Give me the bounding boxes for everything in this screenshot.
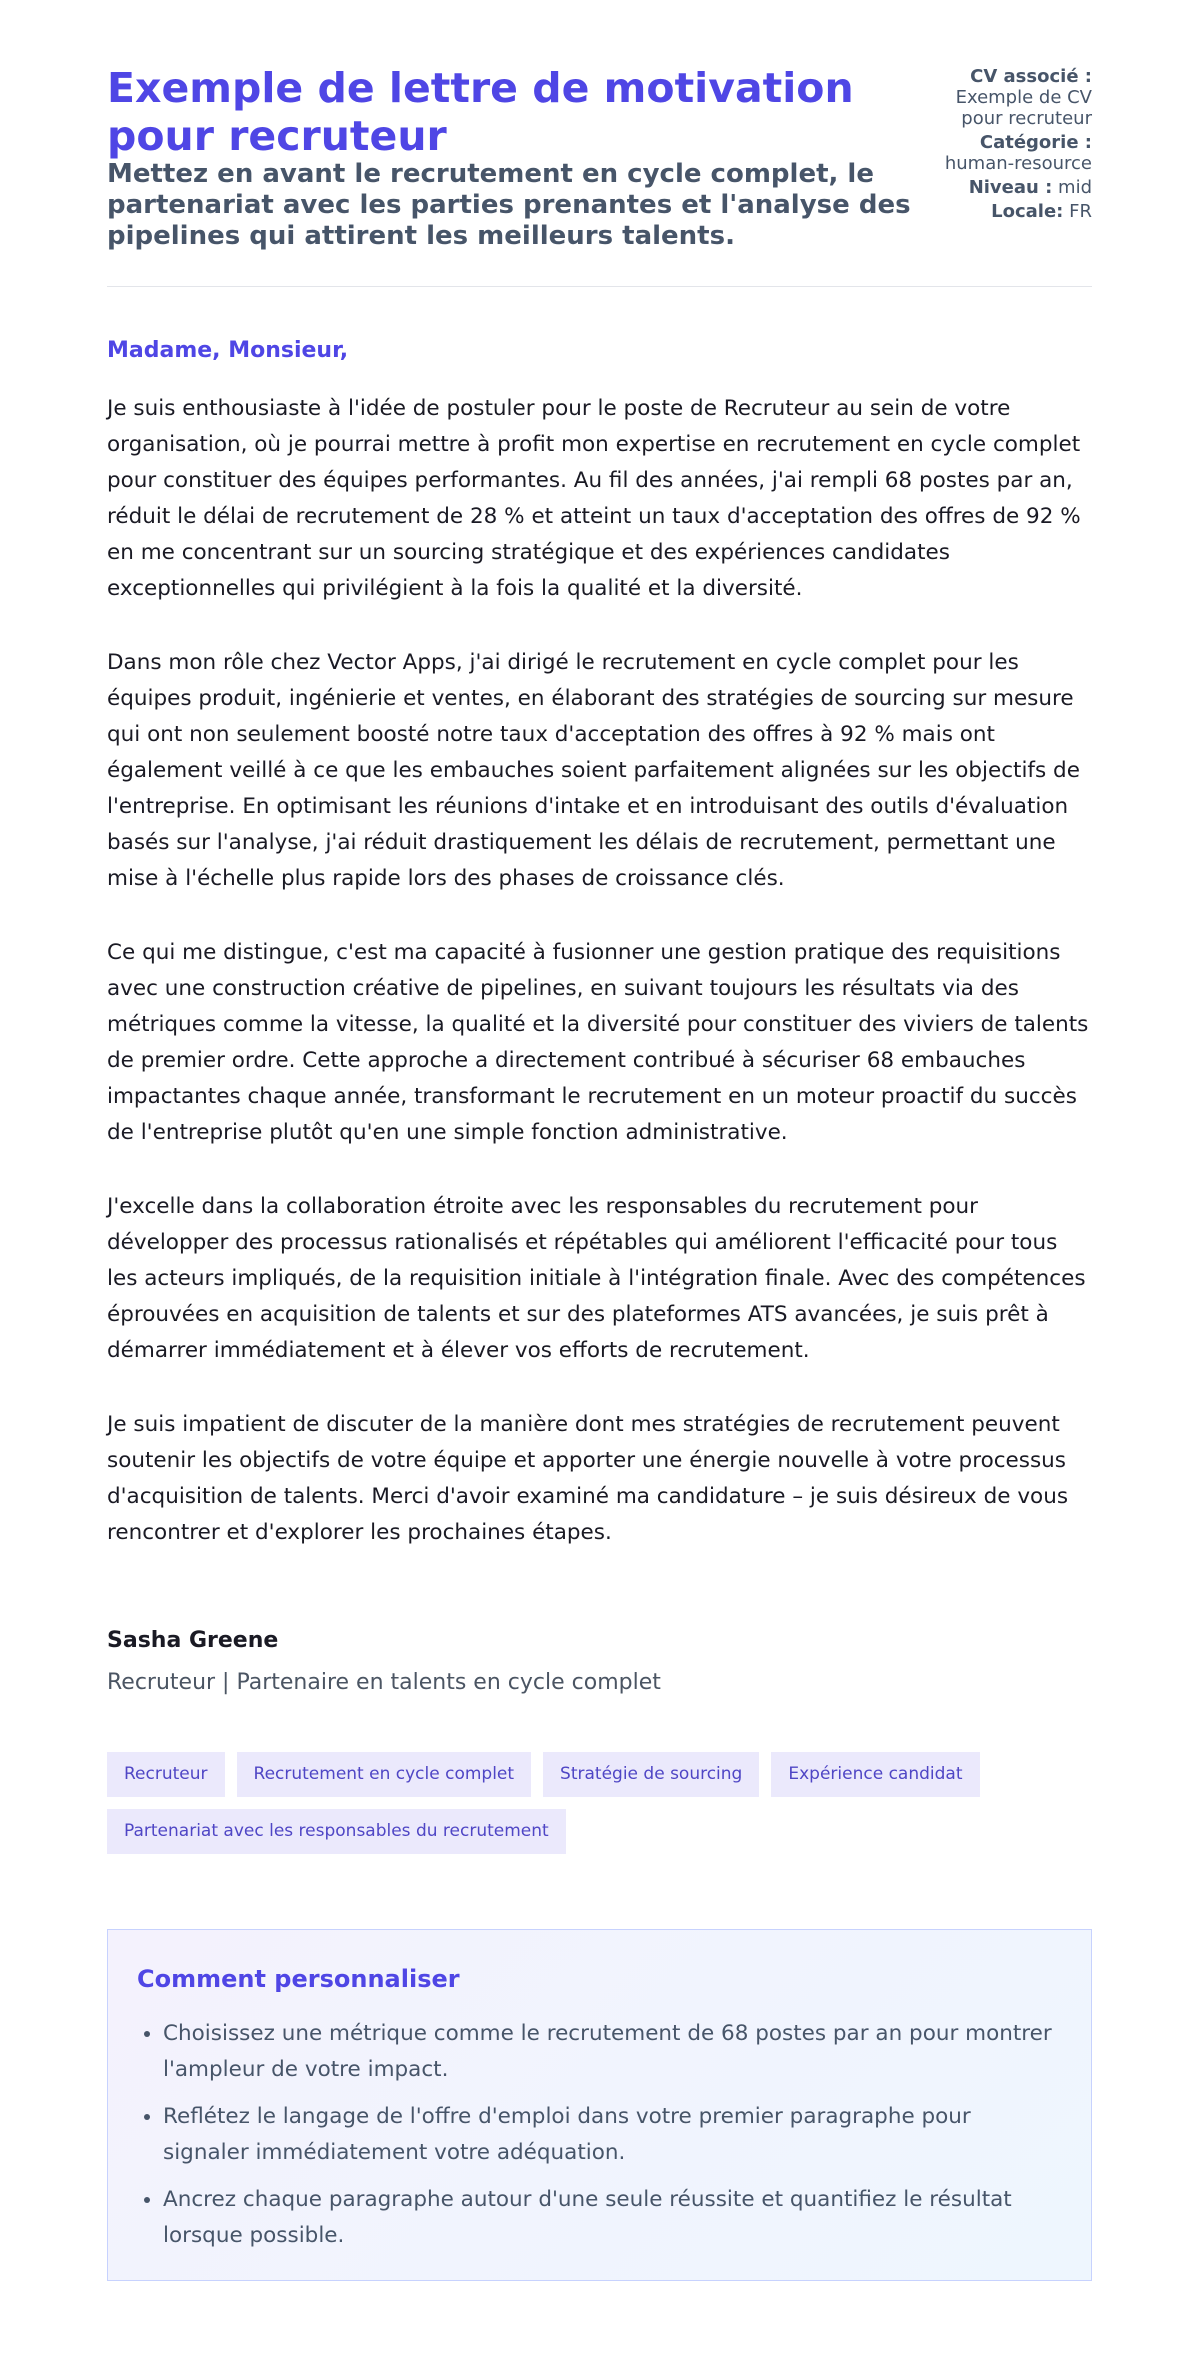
meta-cv-value: Exemple de CV pour recruteur [955, 87, 1092, 129]
tips-list [137, 2016, 1062, 2254]
title-block [107, 64, 927, 252]
tip-item: • Reflétez le langage de l'offre d'emploi dans votre premier paragraphe pour signaler immédiatement votre adéquation. [163, 2099, 1062, 2171]
tip-item: • Ancrez chaque paragraphe autour d'une seule réussite et quantifiez le résultat lorsque possible. [163, 2182, 1062, 2254]
tag: Recruteur [107, 1752, 225, 1797]
tips-title: Comment personnaliser [137, 1965, 460, 1993]
letter-paragraph: Je suis impatient de discuter de la manière dont mes stratégies de recrutement peuvent soutenir les objectifs de votre équipe et apporter une énergie nouvelle à votre processus d'acquisition de talents. Merci d'avoir examiné ma candidature – je suis désireux de vous rencontrer et d'explorer les prochaines étapes. [107, 1412, 1069, 1545]
letter-paragraph: Je suis enthousiaste à l'idée de postuler pour le poste de Recruteur au sein de votre organisation, où je pourrai mettre à profit mon expertise en recrutement en cycle complet pour constituer des équipes performantes. Au fil des années, j'ai rempli 68 postes par an, réduit le délai de recrutement de 28 % et atteint un taux d'acceptation des offres de 92 % en me concentrant sur un sourcing stratégique et des expériences candidates exceptionnelles qui privilégient à la fois la qualité et la diversité. [107, 396, 1081, 601]
page-title: Exemple de lettre de motivation pour recruteur [107, 64, 854, 160]
signature-title: Recruteur | Partenaire en talents en cycle complet [107, 1670, 661, 1695]
meta-locale-label: Locale: [991, 201, 1064, 222]
signature-name: Sasha Greene [107, 1628, 279, 1653]
meta-locale-value: FR [1069, 201, 1092, 222]
tag: Stratégie de sourcing [543, 1752, 759, 1797]
letter-paragraph: Dans mon rôle chez Vector Apps, j'ai dirigé le recrutement en cycle complet pour les équipes produit, ingénierie et ventes, en élaborant des stratégies de sourcing sur mesure qui ont non seulement boosté notre taux d'acceptation des offres à 92 % mais ont également veillé à ce que les embauches soient parfaitement alignées sur les objectifs de l'entreprise. En optimisant les réunions d'intake et en introduisant des outils d'évaluation basés sur l'analyse, j'ai réduit drastiquement les délais de recrutement, permettant une mise à l'échelle plus rapide lors des phases de croissance clés. [107, 650, 1080, 891]
letter-paragraph: J'excelle dans la collaboration étroite avec les responsables du recrutement pour développer des processus rationalisés et répétables qui améliorent l'efficacité pour tous les acteurs impliqués, de la requisition initiale à l'intégration finale. Avec des compétences éprouvées en acquisition de talents et sur des plateformes ATS avancées, je suis prêt à démarrer immédiatement et à élever vos efforts de recrutement. [107, 1194, 1086, 1363]
tip-item: • Choisissez une métrique comme le recrutement de 68 postes par an pour montrer l'ampleur de votre impact. [163, 2016, 1062, 2088]
tag: Partenariat avec les responsables du recrutement [107, 1809, 566, 1854]
cover-letter-page [107, 0, 1092, 2281]
meta-level-value: mid [1058, 177, 1092, 198]
meta-level [927, 177, 1092, 198]
meta-cv-label: CV associé : [970, 66, 1092, 87]
meta-category-label: Catégorie : [979, 132, 1092, 153]
meta-locale [927, 201, 1092, 222]
meta-category-value: human-resource [944, 153, 1092, 174]
letter-paragraph: Ce qui me distingue, c'est ma capacité à fusionner une gestion pratique des requisitions avec une construction créative de pipelines, en suivant toujours les résultats via des métriques comme la vitesse, la qualité et la diversité pour constituer des viviers de talents de premier ordre. Cette approche a directement contribué à sécuriser 68 embauches impactantes chaque année, transformant le recrutement en un moteur proactif du succès de l'entreprise plutôt qu'en une simple fonction administrative. [107, 940, 1089, 1145]
letter-greeting: Madame, Monsieur, [107, 338, 349, 363]
meta-info [927, 66, 1092, 252]
meta-cv [927, 66, 1092, 129]
page-subtitle: Mettez en avant le recrutement en cycle complet, le partenariat avec les parties prenantes et l'analyse des pipelines qui attirent les meilleurs talents. [107, 159, 911, 251]
meta-level-label: Niveau : [968, 177, 1053, 198]
tag-list [107, 1752, 1092, 1854]
tag: Expérience candidat [771, 1752, 979, 1797]
page-header [107, 0, 1092, 287]
customization-tips [107, 1929, 1092, 2281]
tag: Recrutement en cycle complet [237, 1752, 532, 1797]
meta-category [927, 132, 1092, 174]
